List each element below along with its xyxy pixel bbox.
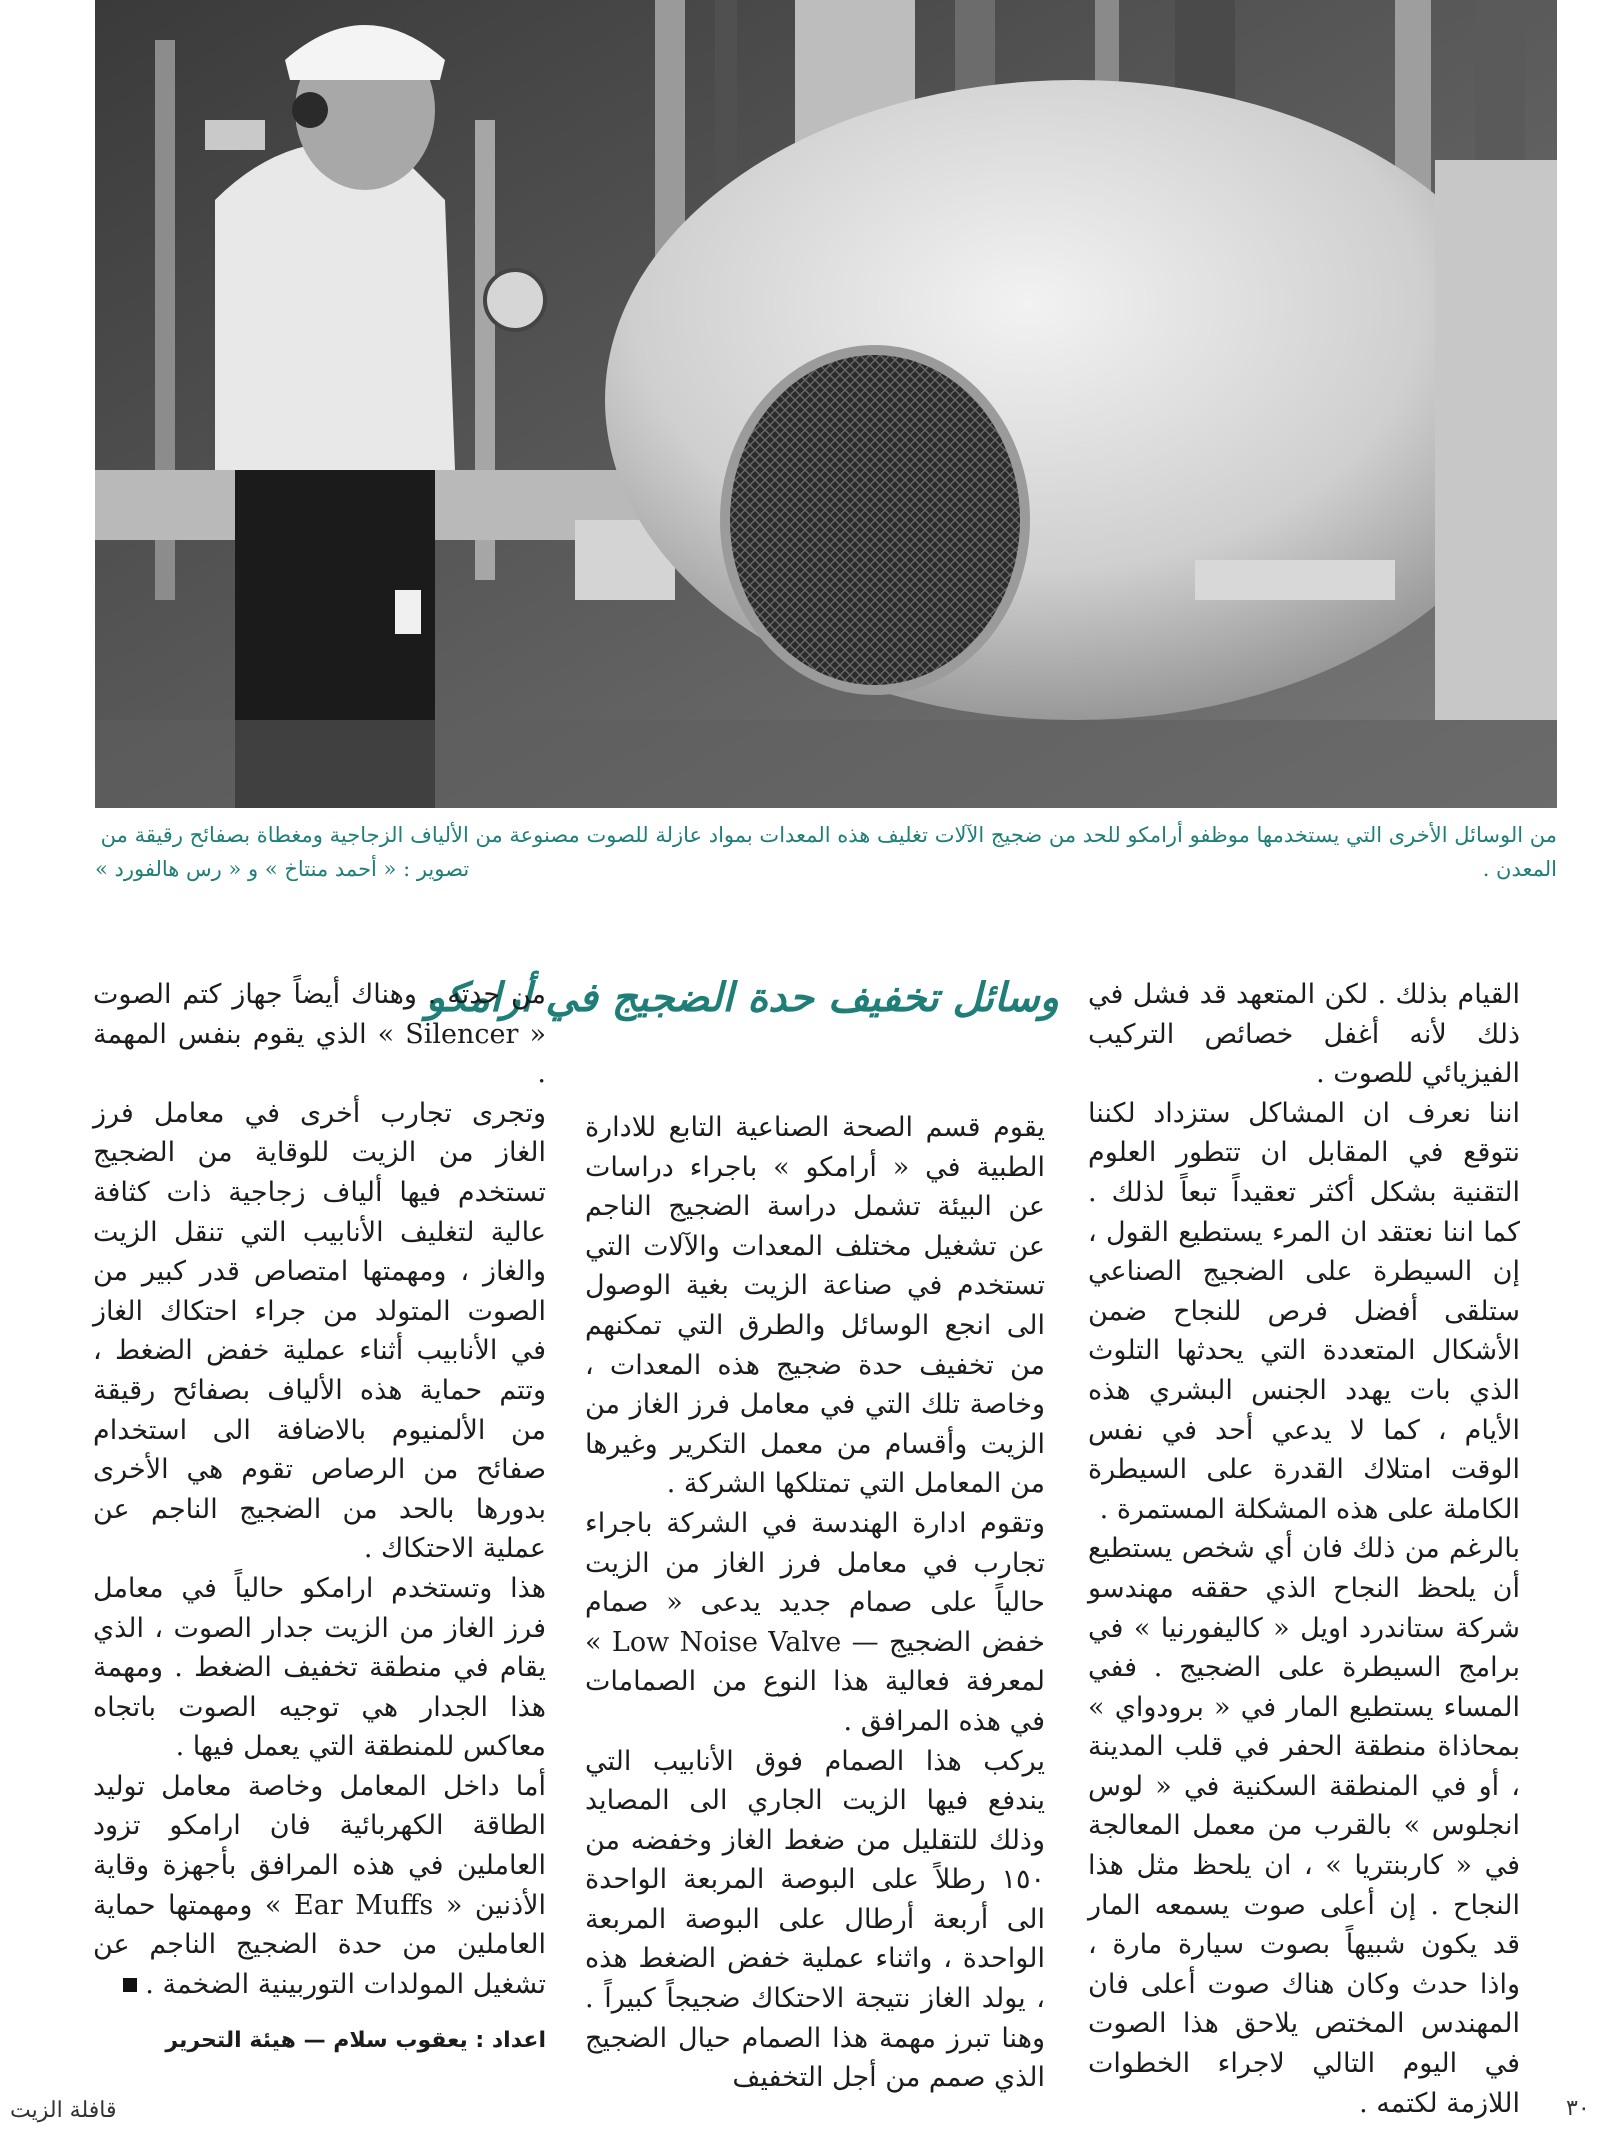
paragraph [93, 1767, 546, 2005]
paragraph: القيام بذلك . لكن المتعهد قد فشل في ذلك لأنه أغفل خصائص التركيب الفيزيائي للصوت . [1088, 979, 1520, 1090]
paragraph: من حدته . وهناك أيضاً جهاز كتم الصوت « Silencer » الذي يقوم بنفس المهمة . [93, 979, 546, 1090]
article-photo [95, 0, 1557, 808]
caption-text: من الوسائل الأخرى التي يستخدمها موظفو أرامكو للحد من ضجيج الآلات تغليف هذه المعدات بمواد عازلة للصوت مصنوعة من الألياف الزجاجية ومغطاة بصفائح رقيقة من المعدن . [100, 823, 1557, 881]
paragraph: اننا نعرف ان المشاكل ستزداد لكننا نتوقع في المقابل ان تتطور العلوم التقنية بشكل أكثر تعقيداً تبعاً لذلك . كما اننا نعتقد ان المرء يستطيع القول ، إن السيطرة على الضجيج الصناعي ستلقى أفضل فرص للنجاح ضمن الأشكال المتعددة التي يحدثها التلوث الذي بات يهدد الجنس البشري هذه الأيام ، كما لا يدعي أحد في نفس الوقت امتلاك القدرة على السيطرة الكاملة على هذه المشكلة المستمرة . [1088, 1097, 1520, 1525]
paragraph: هذا وتستخدم ارامكو حالياً في معامل فرز الغاز من الزيت جدار الصوت ، الذي يقام في منطقة تخفيف الضغط . ومهمة هذا الجدار هي توجيه الصوت باتجاه معاكس للمنطقة التي يعمل فيها . [93, 1572, 546, 1763]
paragraph: بالرغم من ذلك فان أي شخص يستطيع أن يلحظ النجاح الذي حققه مهندسو شركة ستاندرد اويل « كاليفورنيا » في برامج السيطرة على الضجيج . ففي المساء يستطيع المار في « برودواي » بمحاذاة منطقة الحفر في قلب المدينة ، أو في المنطقة السكنية في « لوس انجلوس » بالقرب من معمل المعالجة في « كاربنتريا » ، ان يلحظ مثل هذا النجاح . إن أعلى صوت يسمعه المار قد يكون شبيهاً بصوت سيارة مارة ، واذا حدث وكان هناك صوت أعلى فان المهندس المختص يلاحق هذا الصوت في اليوم التالي لاجراء الخطوات اللازمة لكتمه . [1088, 1533, 1520, 2119]
paragraph-text: أما داخل المعامل وخاصة معامل توليد الطاقة الكهربائية فان ارامكو تزود العاملين في هذه المرافق بأجهزة وقاية الأذنين « Ear Muffs » ومهمتها حماية العاملين من حدة الضجيج الناجم عن تشغيل المولدات التوربينية الضخمة . [93, 1770, 546, 2000]
column-middle [585, 1108, 1045, 2098]
column-right [1088, 975, 1520, 2123]
refinery-worker-earmuffs-photo [95, 0, 1557, 808]
photo-credit: تصوير : « أحمد منتاخ » و « رس هالفورد » [95, 857, 470, 881]
paragraph: وتقوم ادارة الهندسة في الشركة باجراء تجارب في معامل فرز الغاز من الزيت حالياً على صمام جديد يدعى « صمام خفض الضجيج — Low Noise Valve » لمعرفة فعالية هذا النوع من الصمامات في هذه المرافق . [585, 1507, 1046, 1737]
article-title: وسائل تخفيف حدة الضجيج في أرامكو [425, 974, 1059, 1021]
paragraph: يركب هذا الصمام فوق الأنابيب التي يندفع فيها الزيت الجاري الى المصايد وذلك للتقليل من ضغط الغاز وخفضه من ١٥٠ رطلاً على البوصة المربعة الواحدة الى أربعة أرطال على البوصة المربعة الواحدة ، واثناء عملية خفض الضغط هذه ، يولد الغاز نتيجة الاحتكاك ضجيجاً كبيراً . وهنا تبرز مهمة هذا الصمام حيال الضجيج الذي صمم من أجل التخفيف [585, 1745, 1045, 2094]
paragraph: وتجرى تجارب أخرى في معامل فرز الغاز من الزيت للوقاية من الضجيج تستخدم فيها ألياف زجاجية ذات كثافة عالية لتغليف الأنابيب التي تنقل الزيت والغاز ، ومهمتها امتصاص قدر كبير من الصوت المتولد من جراء احتكاك الغاز في الأنابيب أثناء عملية خفض الضغط ، وتتم حماية هذه الألياف بصفائح رقيقة من الألمنيوم بالاضافة الى استخدام صفائح من الرصاص تقوم هي الأخرى بدورها بالحد من الضجيج الناجم عن عملية الاحتكاك . [93, 1097, 546, 1565]
article-byline: اعداد : يعقوب سلام — هيئة التحرير [165, 2028, 546, 2053]
paragraph: يقوم قسم الصحة الصناعية التابع للادارة الطبية في « أرامكو » باجراء دراسات عن البيئة تشمل دراسة الضجيج الناجم عن تشغيل مختلف المعدات والآلات التي تستخدم في صناعة الزيت بغية الوصول الى انجع الوسائل والطرق التي تمكنهم من تخفيف حدة ضجيج هذه المعدات ، وخاصة تلك التي في معامل فرز الغاز من الزيت وأقسام من معمل التكرير وغيرها من المعامل التي تمتلكها الشركة . [585, 1112, 1045, 1500]
column-left [93, 975, 546, 2004]
end-of-article-square-icon [123, 1978, 137, 1992]
page-number: ٣٠ [1566, 2096, 1590, 2121]
magazine-name: قافلة الزيت [10, 2098, 117, 2123]
photo-caption [95, 818, 1557, 886]
